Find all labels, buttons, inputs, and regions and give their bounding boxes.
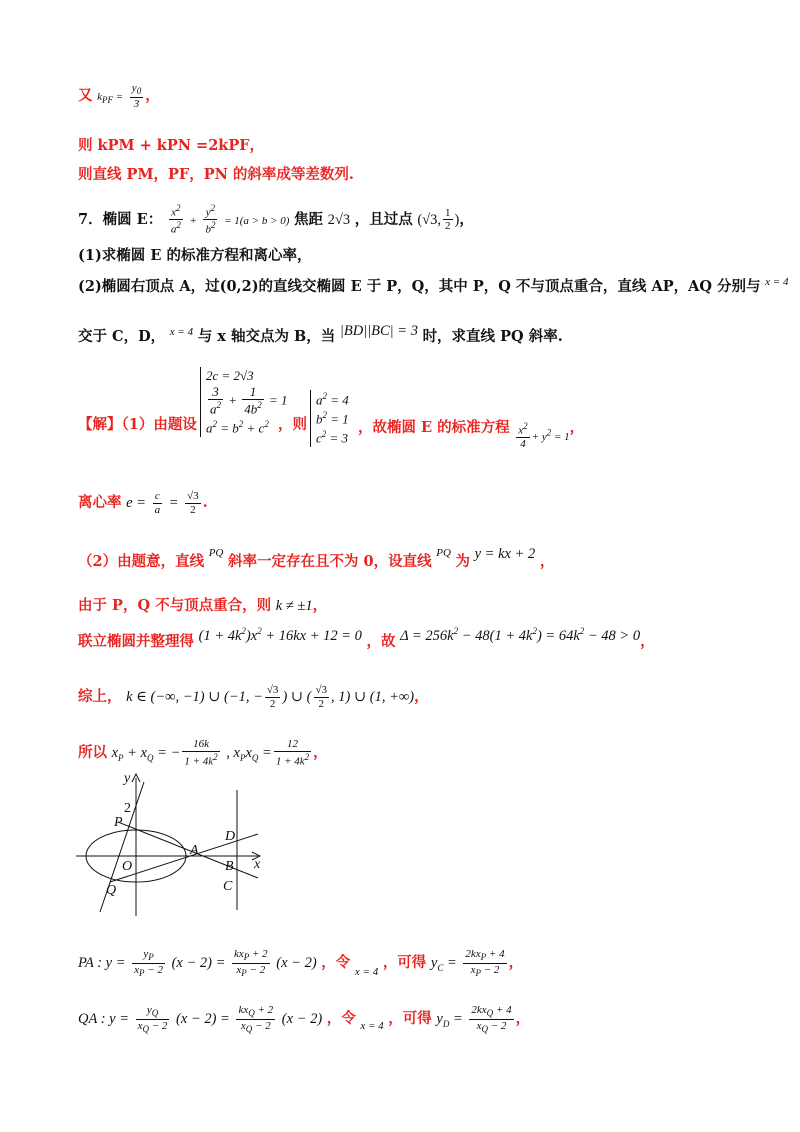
q7-focal: 焦距 [294, 210, 324, 228]
math-y0-over-3: $\frac{y_0}{3}$ [131, 82, 142, 110]
ellipse-figure [70, 770, 290, 920]
line-pa: PA : y = $\frac{y_P}{x_P - 2}$ (x − 2) = $\frac{kx_P + 2}{x_P - 2}$ (x − 2) ，令 $_{x = 4}$ ，可得 $y_C$ = $\frac{2kx_P + 4}{x_P - 2}$ ， [78, 948, 524, 979]
label-A: A [190, 843, 199, 858]
label-P: P [114, 815, 123, 830]
line-question7: 7．椭圆 E： $\frac{x^2}{a^2}$ + $\frac{y^2}{b^2}$ = 1(a > b > 0) 焦距 2√3 ，且过点 (√3, $\frac{1}{2}$ )， [78, 203, 474, 236]
math-x2a2: $\frac{x^2}{a^2}$ [170, 203, 181, 236]
line-part2a: (2)椭圆右顶点 A，过(0,2)的直线交椭圆 E 于 P，Q，其中 P，Q 不与顶点重合，直线 AP，AQ 分别与 $^{x = 4}$ [78, 276, 789, 295]
text-then: ，则 [278, 416, 307, 433]
text-std-eq: ，故椭圆 E 的标准方程 [358, 418, 510, 436]
math-kpf: $k_{PF}$ = [97, 91, 124, 106]
label-2: 2 [124, 801, 131, 816]
label-y: y [124, 771, 131, 786]
line-arithmetic: 则直线 PM，PF，PN 的斜率成等差数列. [78, 166, 354, 183]
line-part1: (1)求椭圆 E 的标准方程和离心率， [78, 247, 312, 264]
label-D: D [225, 829, 236, 844]
line-part2b: 交于 C，D， $^{x = 4}$ 与 x 轴交点为 B，当 |BD||BC| = 3 时，求直线 PQ 斜率. [78, 323, 563, 345]
label-B: B [225, 859, 234, 874]
line-aq [110, 834, 258, 882]
system-given: 2c = 2√3 $\frac{3}{a^2}$ + $\frac{1}{4b^2}$ = 1 $a^2 = b^2 + c^2$ [200, 367, 288, 437]
text-you: 又 [78, 87, 93, 105]
label-O: O [122, 859, 133, 874]
label-Q: Q [106, 883, 117, 898]
line-combine: 联立椭圆并整理得 $(1 + 4k^2)x^2 + 16kx + 12 = 0$ ，故 $\Delta = 256k^2 - 48(1 + 4k^2) = 64k^2 - 48 > 0$， [78, 626, 655, 650]
math-y2b2: $\frac{y^2}{b^2}$ [205, 203, 216, 236]
line-k-condition: 由于 P，Q 不与顶点重合，则 k ≠ ±1， [78, 597, 328, 614]
line-solution1: 【解】（1）由题设 [78, 416, 197, 433]
q7-point: ，且过点 [354, 210, 413, 228]
line-eccentricity: 离心率 e = $\frac{c}{a}$ = $\frac{√3}{2}$ . [78, 490, 208, 516]
line-summary: 综上， k ∈ (−∞, −1) ∪ (−1, − $\frac{√3}{2}$ ) ∪ ( $\frac{√3}{2}$ , 1) ∪ (1, +∞)， [78, 684, 429, 710]
q7-label: 7．椭圆 E： [78, 210, 163, 228]
line-vieta: 所以 $x_P + x_Q$ = − $\frac{16k}{1 + 4k^2}$ , $x_Px_Q$ = $\frac{12}{1 + 4k^2}$ ， [78, 738, 328, 768]
line-slope-sum: 则 kPM + kPN =2kPF， [78, 137, 265, 154]
line-part2-setup: （2）由题意，直线 $^{PQ}$ 斜率一定存在且不为 0，设直线 $^{PQ}$ 为 y = kx + 2 ， [78, 546, 555, 570]
line-qa: QA : y = $\frac{y_Q}{x_Q - 2}$ (x − 2) = $\frac{kx_Q + 2}{x_Q - 2}$ (x − 2) ，令 $_{x = 4}$ ，可得 $y_D$ = $\frac{2kx_Q + 4}{x_Q - 2}$ ， [78, 1004, 531, 1034]
label-x: x [254, 857, 261, 872]
system-result: $a^2 = 4$ $b^2 = 1$ $c^2 = 3$ [310, 390, 349, 447]
line-kpf: 又 $k_{PF}$ = $\frac{y_0}{3}$ ， [78, 82, 160, 110]
label-C: C [223, 879, 233, 894]
